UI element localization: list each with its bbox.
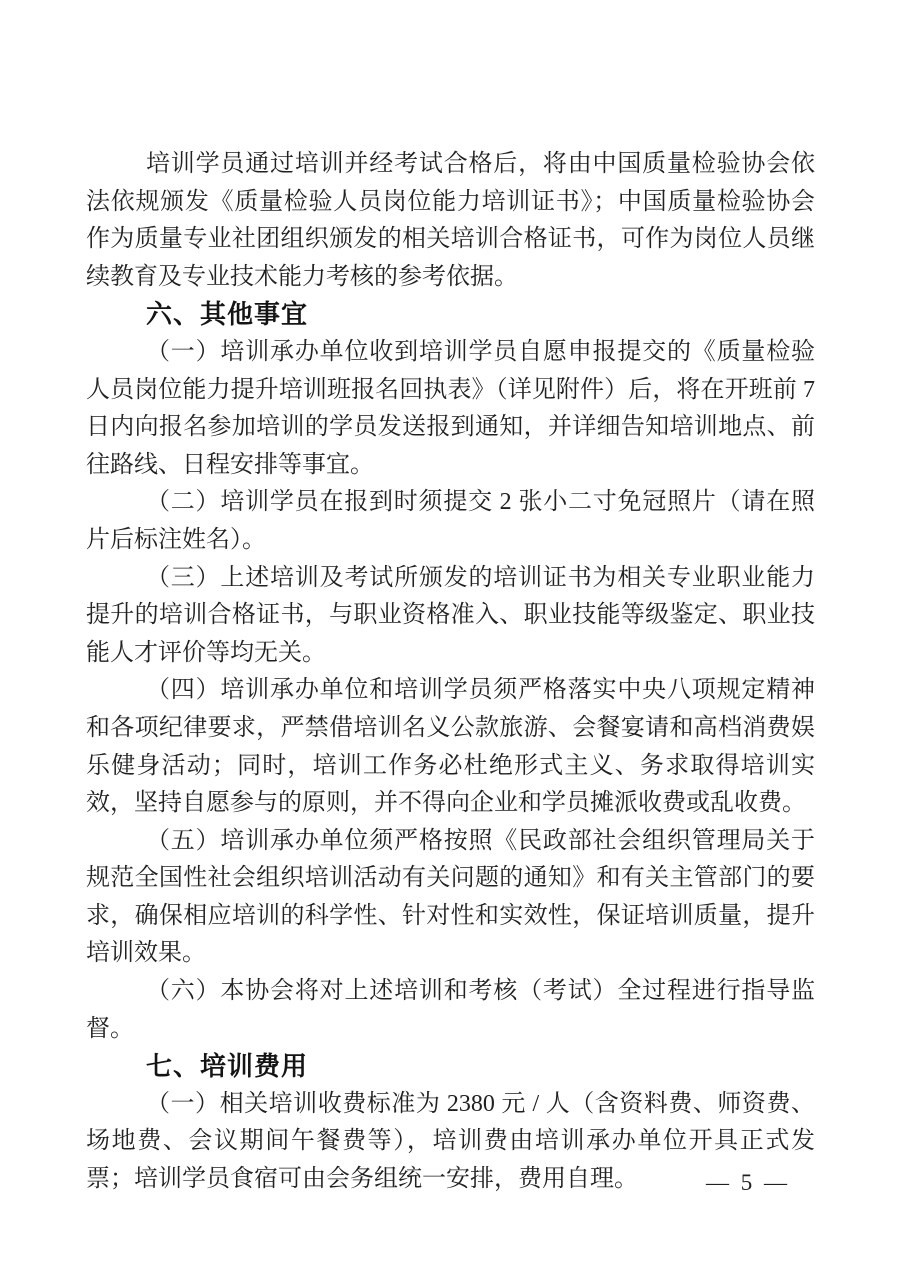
item-6-6-supervision: （六）本协会将对上述培训和考核（考试）全过程进行指导监督。	[86, 978, 815, 1042]
item-6-3-certificate-scope: （三）上述培训及考试所颁发的培训证书为相关专业职业能力提升的培训合格证书，与职业资格准入、职业技能等级鉴定、职业技能人才评价等均无关。	[86, 564, 815, 666]
item-6-4-discipline-requirements: （四）培训承办单位和培训学员须严格落实中央八项规定精神和各项纪律要求，严禁借培训名义公款旅游、会餐宴请和高档消费娱乐健身活动；同时，培训工作务必杜绝形式主义、务求取得培训实效，坚持自愿参与的原则，并不得向企业和学员摊派收费或乱收费。	[86, 677, 815, 817]
document-content	[86, 146, 815, 1199]
item-6-5-compliance-requirements: （五）培训承办单位须严格按照《民政部社会组织管理局关于规范全国性社会组织培训活动有关问题的通知》和有关主管部门的要求，确保相应培训的科学性、针对性和实效性，保证培训质量，提升培训效果。	[86, 827, 815, 967]
section-heading-training-fees: 七、培训费用	[146, 1051, 309, 1082]
item-6-2-photo-requirement: （二）培训学员在报到时须提交 2 张小二寸免冠照片（请在照片后标注姓名）。	[86, 489, 815, 553]
paragraph-certificate-basis: 培训学员通过培训并经考试合格后，将由中国质量检验协会依法依规颁发《质量检验人员岗位能力培训证书》；中国质量检验协会作为质量专业社团组织颁发的相关培训合格证书，可作为岗位人员继续教育及专业技术能力考核的参考依据。	[86, 151, 815, 290]
item-7-1-fee-standard: （一）相关培训收费标准为 2380 元 / 人（含资料费、师资费、场地费、会议期间午餐费等），培训费由培训承办单位开具正式发票；培训学员食宿可由会务组统一安排，费用自理。	[86, 1090, 815, 1193]
item-6-1-registration-notice: （一）培训承办单位收到培训学员自愿申报提交的《质量检验人员岗位能力提升培训班报名回执表》（详见附件）后，将在开班前 7 日内向报名参加培训的学员发送报到通知，并详细告知培训地点、前往路线、日程安排等事宜。	[86, 338, 815, 478]
section-heading-other-matters: 六、其他事宜	[146, 299, 309, 330]
page-number: — 5 —	[706, 1170, 790, 1195]
